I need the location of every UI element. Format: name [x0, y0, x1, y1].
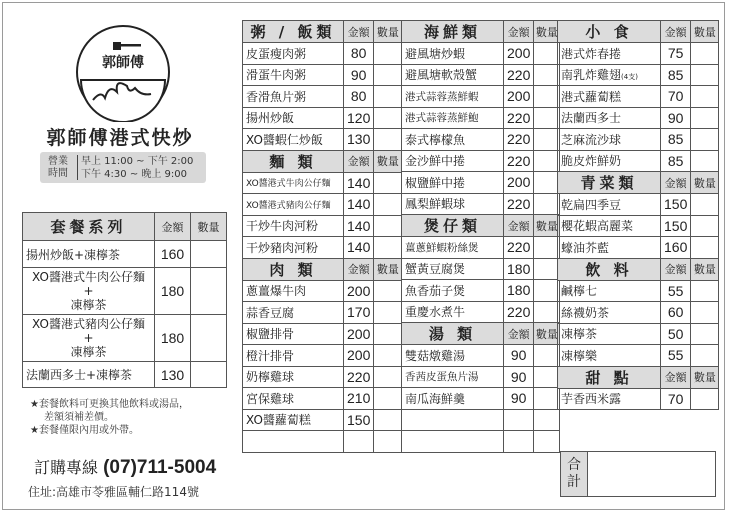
item-price: 80 [344, 43, 374, 65]
item-price: 85 [661, 150, 691, 172]
qty-cell[interactable] [534, 409, 560, 431]
section-title-congee-rice: 粥 / 飯類 [243, 21, 344, 43]
qty-cell[interactable] [374, 215, 402, 237]
menu-column-1 [242, 20, 402, 453]
qty-header: 數量 [534, 21, 560, 43]
qty-header: 數量 [691, 21, 719, 43]
qty-cell[interactable] [374, 129, 402, 151]
qty-cell[interactable] [691, 345, 719, 367]
qty-cell[interactable] [191, 362, 227, 388]
item-name: 魚香茄子煲 [402, 280, 504, 302]
item-name: 揚州炒飯 [243, 107, 344, 129]
qty-cell[interactable] [534, 193, 560, 215]
qty-cell[interactable] [534, 345, 560, 367]
qty-cell[interactable] [691, 129, 719, 151]
qty-cell[interactable] [191, 315, 227, 362]
total-input[interactable] [588, 452, 715, 496]
item-name: 絲襪奶茶 [558, 302, 661, 324]
item-price: 150 [344, 409, 374, 431]
set-meals-table [22, 212, 227, 388]
item-price: 200 [504, 43, 534, 65]
menu-column-3 [557, 20, 719, 410]
qty-cell[interactable] [534, 280, 560, 302]
item-name: 蠔油芥藍 [558, 237, 661, 259]
item-price: 90 [504, 345, 534, 367]
qty-header: 數量 [691, 172, 719, 194]
item-price: 220 [344, 366, 374, 388]
qty-cell[interactable] [374, 64, 402, 86]
qty-cell[interactable] [374, 388, 402, 410]
item-price: 55 [661, 280, 691, 302]
item-price: 200 [344, 323, 374, 345]
item-note: (4支) [621, 73, 638, 82]
hours-times: 早上 11:00 ~ 下午 2:00 下午 4:30 ~ 晚上 9:00 [81, 155, 194, 180]
svg-text:郭師傅: 郭師傅 [102, 55, 144, 71]
item-name: 芝麻流沙球 [558, 129, 661, 151]
set-meal-price: 130 [155, 362, 191, 388]
qty-cell[interactable] [534, 172, 560, 194]
shop-name: 郭師傅港式快炒 [46, 127, 194, 149]
item-price: 80 [344, 86, 374, 108]
item-price: 220 [504, 150, 534, 172]
qty-cell[interactable] [691, 215, 719, 237]
order-phone: 訂購專線 (07)711-5004 [34, 457, 217, 478]
price-header: 金額 [661, 258, 691, 280]
qty-cell[interactable] [691, 237, 719, 259]
item-name: 干炒牛肉河粉 [243, 215, 344, 237]
qty-cell[interactable] [374, 366, 402, 388]
item-name: 蔥薑爆牛肉 [243, 280, 344, 302]
item-price: 220 [504, 193, 534, 215]
item-name: 干炒豬肉河粉 [243, 237, 344, 259]
item-price: 120 [344, 107, 374, 129]
qty-cell[interactable] [534, 43, 560, 65]
set-meal-price: 180 [155, 268, 191, 315]
item-price: 160 [661, 237, 691, 259]
item-price: 200 [344, 280, 374, 302]
item-price: 90 [661, 107, 691, 129]
qty-header: 數量 [534, 323, 560, 345]
section-title-claypot: 煲仔類 [402, 215, 504, 237]
price-header: 金額 [155, 213, 191, 241]
qty-cell[interactable] [691, 388, 719, 410]
item-name: XO醬港式豬肉公仔麵 [243, 194, 344, 216]
qty-cell[interactable] [191, 241, 227, 268]
item-price: 220 [504, 64, 534, 86]
set-meal-price: 160 [155, 241, 191, 268]
item-name: 泰式檸檬魚 [402, 129, 504, 151]
qty-cell[interactable] [534, 237, 560, 259]
item-name: 港式蒜蓉蒸鮮鮑 [402, 107, 504, 129]
item-name: 南乳炸雞翅(4支) [558, 64, 661, 86]
item-price: 180 [504, 258, 534, 280]
item-name: 鳳梨鮮蝦球 [402, 193, 504, 215]
qty-cell[interactable] [374, 172, 402, 194]
section-title-vegetables: 青菜類 [558, 172, 661, 194]
qty-cell[interactable] [534, 107, 560, 129]
qty-cell[interactable] [534, 388, 560, 410]
qty-cell[interactable] [374, 43, 402, 65]
total-box [560, 451, 716, 497]
section-title-soup: 湯 類 [402, 323, 504, 345]
qty-cell[interactable] [534, 150, 560, 172]
qty-header: 數量 [374, 258, 402, 280]
item-name: 金沙鮮中捲 [402, 150, 504, 172]
qty-cell[interactable] [374, 431, 402, 453]
item-price: 220 [504, 301, 534, 323]
item-price: 150 [661, 194, 691, 216]
item-price: 90 [504, 388, 534, 410]
item-price: 180 [504, 280, 534, 302]
set-meal-name: 法蘭西多士+凍檸茶 [23, 362, 155, 388]
item-price: 200 [504, 86, 534, 108]
menu-column-2 [401, 20, 560, 453]
item-name: XO醬蘿蔔糕 [243, 409, 344, 431]
set-meal-notes: ★套餐飲料可更換其他飲料或湯品， 差額須補差價。 ★套餐僅限內用或外帶。 [30, 399, 189, 436]
item-name: XO醬港式牛肉公仔麵 [243, 172, 344, 194]
qty-cell[interactable] [691, 86, 719, 108]
item-name: 法蘭西多士 [558, 107, 661, 129]
qty-cell[interactable] [691, 43, 719, 65]
item-name: 脆皮炸鮮奶 [558, 150, 661, 172]
item-price: 220 [504, 129, 534, 151]
qty-cell[interactable] [691, 323, 719, 345]
section-title-drinks: 飲 料 [558, 258, 661, 280]
item-name: 蒜香豆腐 [243, 302, 344, 324]
qty-header: 數量 [691, 258, 719, 280]
item-name: 皮蛋瘦肉粥 [243, 43, 344, 65]
section-title-meat: 肉 類 [243, 258, 344, 280]
qty-cell[interactable] [691, 194, 719, 216]
item-name: 港式蘿蔔糕 [558, 86, 661, 108]
item-name: 滑蛋牛肉粥 [243, 64, 344, 86]
qty-cell[interactable] [534, 431, 560, 453]
qty-cell[interactable] [191, 268, 227, 315]
item-price: 170 [344, 302, 374, 324]
qty-header: 數量 [691, 366, 719, 388]
item-name: 橙汁排骨 [243, 345, 344, 367]
item-name: 香茜皮蛋魚片湯 [402, 366, 504, 388]
qty-cell[interactable] [374, 302, 402, 324]
item-price: 60 [661, 302, 691, 324]
price-header: 金額 [661, 172, 691, 194]
qty-cell[interactable] [691, 280, 719, 302]
qty-cell[interactable] [374, 409, 402, 431]
qty-cell[interactable] [374, 86, 402, 108]
total-label: 合 計 [561, 452, 588, 496]
item-price: 220 [504, 107, 534, 129]
price-header: 金額 [661, 21, 691, 43]
item-name: 櫻花蝦高麗菜 [558, 215, 661, 237]
set-meal-price: 180 [155, 315, 191, 362]
price-header: 金額 [344, 258, 374, 280]
qty-cell[interactable] [374, 345, 402, 367]
price-header: 金額 [661, 366, 691, 388]
item-name: 避風塘炒蝦 [402, 43, 504, 65]
item-name: 椒鹽排骨 [243, 323, 344, 345]
set-meal-name: XO醬港式豬肉公仔麵 + 凍檸茶 [23, 315, 155, 362]
item-name: 港式蒜蓉蒸鮮蝦 [402, 86, 504, 108]
item-price: 140 [344, 172, 374, 194]
item-name: 蟹黃豆腐煲 [402, 258, 504, 280]
item-price: 200 [344, 345, 374, 367]
item-name: 芋香西米露 [558, 388, 661, 410]
qty-cell[interactable] [691, 302, 719, 324]
qty-cell[interactable] [374, 194, 402, 216]
item-price: 140 [344, 194, 374, 216]
item-name: 避風塘軟殼蟹 [402, 64, 504, 86]
item-name: 南瓜海鮮羹 [402, 388, 504, 410]
item-price: 85 [661, 64, 691, 86]
price-header: 金額 [344, 150, 374, 172]
address: 住址:高雄市苓雅區輔仁路114號 [28, 485, 199, 499]
section-title-noodles: 麵 類 [243, 150, 344, 172]
empty-row [243, 431, 344, 453]
set-meal-name: 揚州炒飯+凍檸茶 [23, 241, 155, 268]
qty-cell[interactable] [534, 64, 560, 86]
phone-number[interactable]: (07)711-5004 [103, 457, 217, 478]
item-price: 140 [344, 237, 374, 259]
qty-cell[interactable] [374, 280, 402, 302]
item-name: 雙菇燉雞湯 [402, 345, 504, 367]
price-header: 金額 [504, 215, 534, 237]
item-name: 宮保雞球 [243, 388, 344, 410]
section-title-seafood: 海鮮類 [402, 21, 504, 43]
item-name: 薑蔥鮮蝦粉絲煲 [402, 237, 504, 259]
qty-cell[interactable] [534, 366, 560, 388]
item-price: 150 [661, 215, 691, 237]
qty-cell[interactable] [374, 107, 402, 129]
qty-cell[interactable] [374, 237, 402, 259]
item-price: 220 [504, 237, 534, 259]
item-price: 210 [344, 388, 374, 410]
qty-cell[interactable] [534, 258, 560, 280]
empty-row [402, 431, 504, 453]
item-name: 乾扁四季豆 [558, 194, 661, 216]
item-name: 椒鹽鮮中捲 [402, 172, 504, 194]
item-price: 90 [504, 366, 534, 388]
price-header: 金額 [344, 21, 374, 43]
item-name: 凍檸樂 [558, 345, 661, 367]
item-price: 70 [661, 86, 691, 108]
qty-cell[interactable] [691, 107, 719, 129]
hours-label: 營業 時間 [48, 155, 68, 179]
section-title-dessert: 甜 點 [558, 366, 661, 388]
qty-header: 數量 [534, 215, 560, 237]
qty-cell[interactable] [691, 64, 719, 86]
item-name: XO醬蝦仁炒飯 [243, 129, 344, 151]
item-name: 港式炸春捲 [558, 43, 661, 65]
qty-header: 數量 [191, 213, 227, 241]
qty-cell[interactable] [534, 86, 560, 108]
empty-row [402, 409, 504, 431]
item-price: 55 [661, 345, 691, 367]
section-title-snacks: 小 食 [558, 21, 661, 43]
qty-header: 數量 [374, 21, 402, 43]
price-header: 金額 [504, 323, 534, 345]
set-meal-name: XO醬港式牛肉公仔麵 + 凍檸茶 [23, 268, 155, 315]
qty-cell[interactable] [691, 150, 719, 172]
item-price: 130 [344, 129, 374, 151]
item-price: 140 [344, 215, 374, 237]
restaurant-logo-icon [73, 22, 173, 122]
item-price: 85 [661, 129, 691, 151]
item-price: 50 [661, 323, 691, 345]
item-price: 75 [661, 43, 691, 65]
qty-cell[interactable] [534, 129, 560, 151]
item-price: 200 [504, 172, 534, 194]
item-price: 70 [661, 388, 691, 410]
qty-cell[interactable] [534, 301, 560, 323]
qty-header: 數量 [374, 150, 402, 172]
item-price: 90 [344, 64, 374, 86]
hours-divider [77, 155, 78, 180]
item-name: 鹹檸七 [558, 280, 661, 302]
item-name: 香滑魚片粥 [243, 86, 344, 108]
set-meals-title: 套餐系列 [23, 213, 155, 241]
item-name: 奶檸雞球 [243, 366, 344, 388]
item-name: 重慶水煮牛 [402, 301, 504, 323]
item-name: 凍檸茶 [558, 323, 661, 345]
business-hours [40, 152, 206, 183]
qty-cell[interactable] [374, 323, 402, 345]
price-header: 金額 [504, 21, 534, 43]
